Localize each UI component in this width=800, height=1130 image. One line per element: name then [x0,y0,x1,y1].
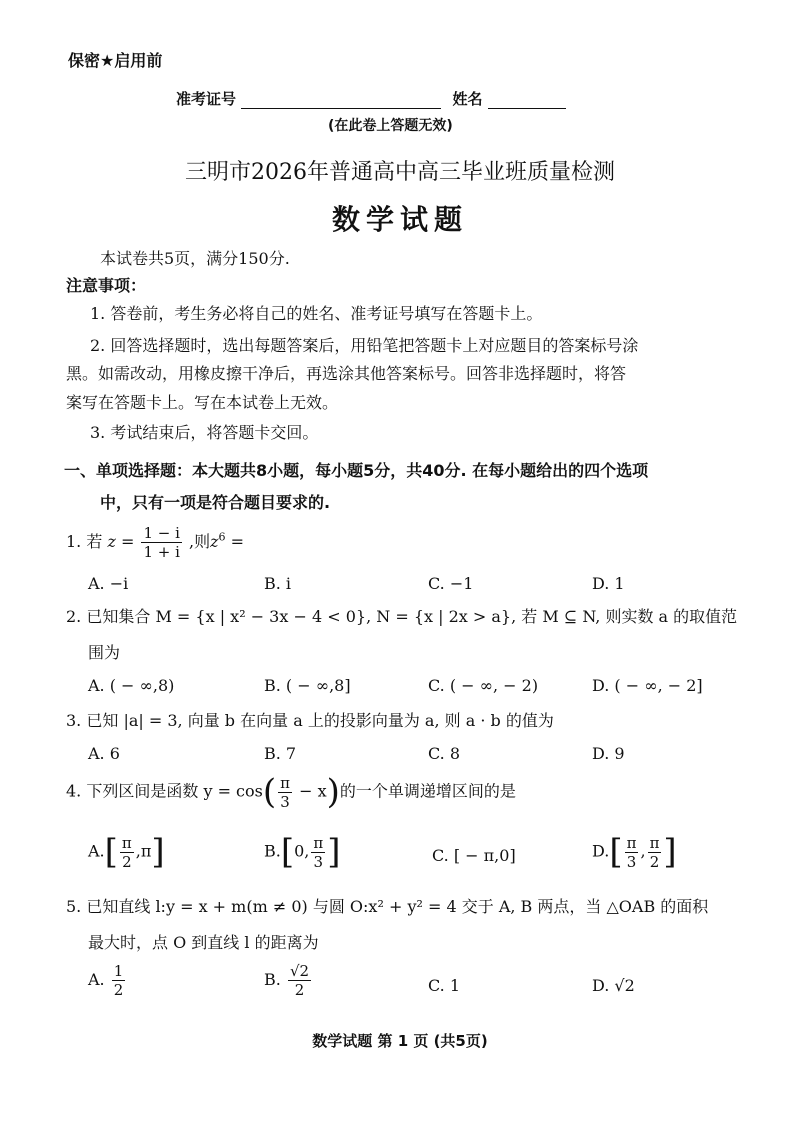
q4-option-d-rbracket: ] [663,832,677,872]
exam-title: 三明市2026年普通高中高三毕业班质量检测 [185,160,615,185]
notice-item-2-line3: 案写在答题卡上。写在本试卷上无效。 [66,393,339,412]
q4-option-d-frac2 [648,834,662,871]
q5-option-b-frac [288,962,311,999]
q5-option-b-num: √2 [289,962,310,980]
q5-option-b-den: 2 [294,981,305,999]
section-heading-line2: 中，只有一项是符合题目要求的. [100,493,331,512]
q5-option-a-frac [112,962,126,999]
q4-prefix: 4. 下列区间是函数 y = cos [66,781,263,801]
q5-option-a [88,962,127,999]
notice-item-2-line2: 黑。如需改动，用橡皮擦干净后，再选涂其他答案标号。回答非选择题时，将答 [66,364,627,383]
notice-item-3: 3. 考试结束后，将答题卡交回。 [90,423,319,442]
q4-option-b-lbracket: [ [280,832,295,872]
q4-option-b [264,832,341,872]
q4-option-a-frac [120,834,134,871]
q4-option-b-num: π [313,833,324,852]
q4-option-b-zero: 0, [294,841,310,861]
q4-option-d-den1: 3 [626,852,637,871]
q4-option-a-tail: ,π [135,841,152,861]
q1-option-d: D. 1 [592,574,625,593]
section-heading-line1: 一、单项选择题：本大题共8小题，每小题5分，共40分. 在每小题给出的四个选项 [64,461,649,480]
q4-option-d-lbracket: [ [609,832,623,872]
q2-option-a: A. ( − ∞,8) [88,676,175,695]
question-4 [66,772,516,812]
q4-option-a-rbracket: ] [151,832,165,872]
q1-denominator: 1 + i [143,543,180,561]
notice-item-1: 1. 答卷前，考生务必将自己的姓名、准考证号填写在答题卡上。 [90,304,543,323]
q4-option-d [592,832,677,872]
candidate-info-row [176,88,566,109]
q1-tail: ,则 [189,532,211,551]
q4-pi: π [280,773,290,792]
q4-option-d-label: D. [592,841,610,861]
q4-left-paren: ( [262,772,277,812]
q1-fraction [141,524,181,561]
q4-option-b-rbracket: ] [327,832,341,872]
q5-option-d: D. √2 [592,976,635,995]
subject-title: 数学试题 [331,203,468,236]
q4-fraction [278,774,292,811]
q3-option-d: D. 9 [592,744,625,763]
q1-option-b: B. i [264,574,292,593]
q4-option-a-den: 2 [122,852,132,871]
question-2-line2: 围为 [88,643,121,662]
q4-three: 3 [280,792,290,811]
question-5-line2: 最大时，点 O 到直线 l 的距离为 [88,933,319,952]
q4-option-d-num2: π [649,833,660,852]
q4-option-a-lbracket: [ [104,832,118,872]
q4-option-b-label: B. [264,841,281,861]
question-5-line1: 5. 已知直线 l:y = x + m(m ≠ 0) 与圆 O:x² + y² = 4 交于 A, B 两点，当 △OAB 的面积 [66,897,709,916]
q4-option-a [88,832,165,872]
q4-option-d-frac1 [625,834,639,871]
ticket-number-blank [241,92,441,109]
invalid-answer-note: (在此卷上答题无效) [328,118,453,134]
q5-option-b-label: B. [264,970,281,989]
question-3: 3. 已知 |a| = 3, 向量 b 在向量 a 上的投影向量为 a, 则 a · b 的值为 [66,711,554,730]
q1-option-a: A. −i [88,574,129,593]
q4-right-paren: ) [326,772,340,812]
q5-option-b [264,962,313,999]
q5-option-a-num: 1 [113,962,124,980]
q5-option-a-label: A. [88,970,105,989]
notice-item-2-line1: 2. 回答选择题时，选出每题答案后，用铅笔把答题卡上对应题目的答案标号涂 [90,336,639,355]
q1-option-c: C. −1 [428,574,474,593]
q1-exponent: 6 [218,530,226,544]
q1-numerator: 1 − i [143,524,180,542]
q4-suffix: 的一个单调递增区间的是 [339,781,516,801]
page-footer: 数学试题 第 1 页 (共5页) [312,1032,488,1050]
q1-prefix: 1. 若 [66,532,103,551]
q3-option-a: A. 6 [88,744,120,763]
q5-option-a-den: 2 [113,981,124,999]
ticket-number-label: 准考证号 [176,90,237,108]
name-blank [488,92,566,109]
q5-option-c: C. 1 [428,976,461,995]
q2-option-d: D. ( − ∞, − 2] [592,676,703,695]
confidential-label: 保密★启用前 [68,51,163,70]
name-label: 姓名 [452,90,483,108]
q3-option-c: C. 8 [428,744,461,763]
q2-option-b: B. ( − ∞,8] [264,676,351,695]
question-1 [66,524,244,561]
q4-option-d-comma: , [640,841,646,861]
q4-option-a-label: A. [88,841,105,861]
q4-option-d-num1: π [626,833,637,852]
q4-option-b-den: 3 [313,852,324,871]
q1-z6: z [210,532,219,551]
q4-option-c: C. [ − π,0] [432,846,516,865]
q3-option-b: B. 7 [264,744,297,763]
q1-equals: = [225,532,245,551]
q4-minus-x: − x [294,781,327,801]
q2-option-c: C. ( − ∞, − 2) [428,676,539,695]
q4-option-a-num: π [121,833,132,852]
q4-option-d-den2: 2 [649,852,660,871]
q1-z-eq: z = [107,532,135,551]
exam-intro: 本试卷共5页，满分150分. [100,249,290,268]
q4-option-b-frac [311,834,325,871]
question-2-line1: 2. 已知集合 M = {x | x² − 3x − 4 < 0}, N = {x | 2x > a}, 若 M ⊆ N, 则实数 a 的取值范 [66,607,738,626]
notice-heading: 注意事项： [66,276,147,295]
